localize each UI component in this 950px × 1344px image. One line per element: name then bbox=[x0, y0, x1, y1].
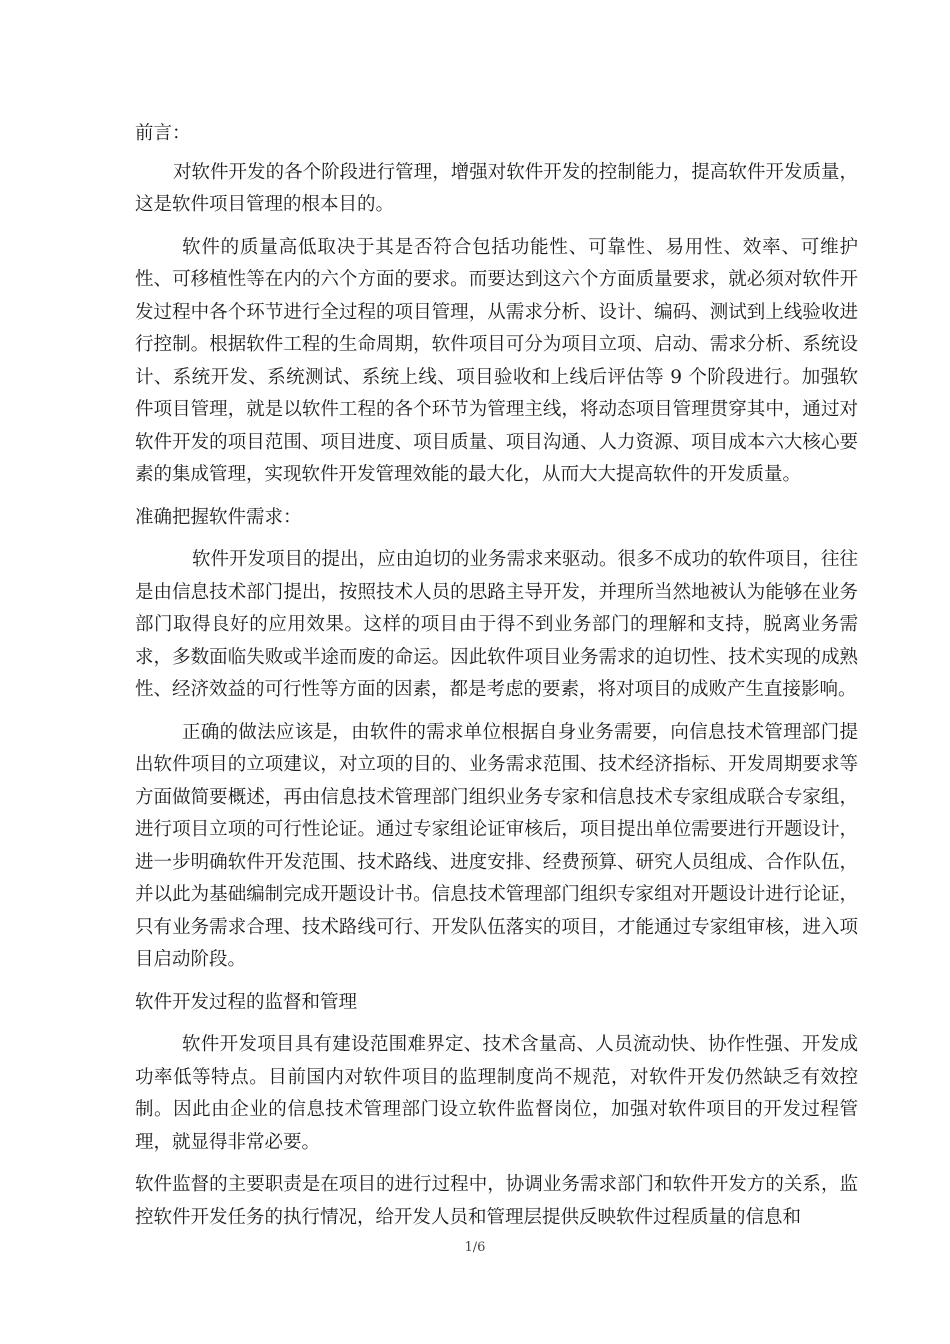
paragraph-quality: 软件的质量高低取决于其是否符合包括功能性、可靠性、易用性、效率、可维护性、可移植性等在内的六个方面的要求。而要达到这六个方面质量要求，就必须对软件开发过程中各个环节进行全过程的项目管理，从需求分析、设计、编码、测试到上线验收进行控制。根据软件工程的生命周期，软件项目可分为项目立项、启动、需求分析、系统设计、系统开发、系统测试、系统上线、项目验收和上线后评估等 9 个阶段进行。加强软件项目管理，就是以软件工程的各个环节为管理主线，将动态项目管理贯穿其中，通过对软件开发的项目范围、项目进度、项目质量、项目沟通、人力资源、项目成本六大核心要素的集成管理，实现软件开发管理效能的最大化，从而大大提高软件的开发质量。 bbox=[135, 236, 858, 485]
document-body bbox=[135, 118, 858, 1234]
section-heading-supervision: 软件开发过程的监督和管理 bbox=[135, 991, 358, 1013]
paragraph-correct-approach: 正确的做法应该是，由软件的需求单位根据自身业务需要，向信息技术管理部门提出软件项目的立项建议，对立项的目的、业务需求范围、技术经济指标、开发周期要求等方面做简要概述，再由信息技术管理部门组织业务专家和信息技术专家组成联合专家组，进行项目立项的可行性论证。通过专家组论证审核后，项目提出单位需要进行开题设计，进一步明确软件开发范围、技术路线、进度安排、经费预算、研究人员组成、合作队伍，并以此为基础编制完成开题设计书。信息技术管理部门组织专家组对开题设计进行论证，只有业务需求合理、技术路线可行、开发队伍落实的项目，才能通过专家组审核，进入项目启动阶段。 bbox=[135, 721, 858, 970]
paragraph-purpose: 对软件开发的各个阶段进行管理，增强对软件开发的控制能力，提高软件开发质量，这是软件项目管理的根本目的。 bbox=[135, 161, 858, 215]
paragraph-requirements-driver: 软件开发项目的提出，应由迫切的业务需求来驱动。很多不成功的软件项目，往往是由信息技术部门提出，按照技术人员的思路主导开发，并理所当然地被认为能够在业务部门取得良好的应用效果。这样的项目由于得不到业务部门的理解和支持，脱离业务需求，多数面临失败或半途而废的命运。因此软件项目业务需求的迫切性、技术实现的成熟性、经济效益的可行性等方面的因素，都是考虑的要素，将对项目的成败产生直接影响。 bbox=[135, 549, 859, 700]
paragraph-supervision: 软件开发项目具有建设范围难界定、技术含量高、人员流动快、协作性强、开发成功率低等特点。目前国内对软件项目的监理制度尚不规范，对软件开发仍然缺乏有效控制。因此由企业的信息技术管理部门设立软件监督岗位，加强对软件项目的开发过程管理，就显得非常必要。 bbox=[135, 1034, 858, 1153]
intro-heading: 前言： bbox=[135, 123, 191, 144]
paragraph-supervision-duties: 软件监督的主要职责是在项目的进行过程中，协调业务需求部门和软件开发方的关系，监控软件开发任务的执行情况，给开发人员和管理层提供反映软件过程质量的信息和 bbox=[135, 1174, 858, 1228]
section-heading-requirements: 准确把握软件需求： bbox=[135, 506, 302, 528]
page-number: 1/6 bbox=[464, 1240, 486, 1255]
